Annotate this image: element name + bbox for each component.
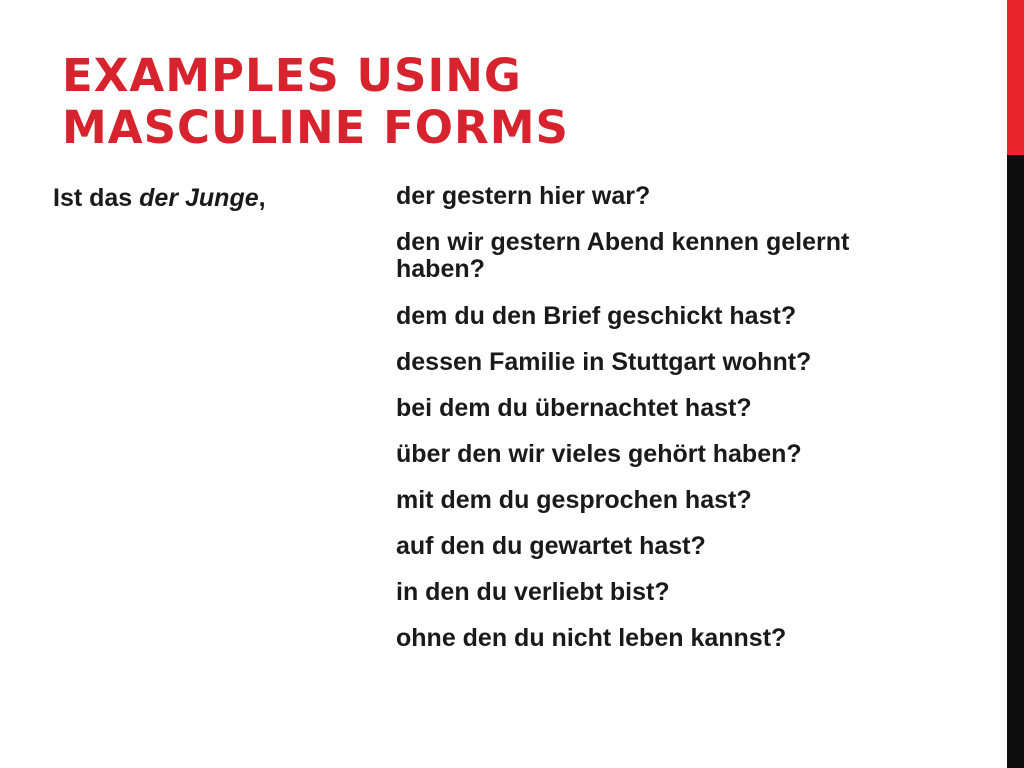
accent-bar-red	[1007, 0, 1024, 155]
lead-prefix: Ist das	[53, 184, 140, 212]
relative-clause: mit dem du gesprochen hast?	[396, 486, 752, 514]
lead-phrase	[53, 183, 266, 213]
relative-clause: in den du verliebt bist?	[396, 578, 670, 606]
title-line-2: MASCULINE FORMS	[62, 101, 569, 154]
relative-clause: ohne den du nicht leben kannst?	[396, 624, 787, 652]
relative-clause: auf den du gewartet hast?	[396, 532, 706, 560]
relative-clause: der gestern hier war?	[396, 182, 651, 210]
relative-clause-list	[396, 183, 996, 671]
relative-clause: dessen Familie in Stuttgart wohnt?	[396, 348, 812, 376]
title-line-1: EXAMPLES USING	[62, 49, 522, 102]
relative-clause: bei dem du übernachtet hast?	[396, 394, 752, 422]
accent-bar-black	[1007, 155, 1024, 768]
relative-clause: über den wir vieles gehört haben?	[396, 440, 802, 468]
lead-noun: der Junge	[139, 184, 259, 212]
relative-clause: dem du den Brief geschickt hast?	[396, 302, 797, 330]
slide-title	[62, 50, 962, 154]
lead-suffix: ,	[258, 184, 266, 212]
relative-clause: den wir gestern Abend kennen gelernt haben?	[396, 228, 850, 283]
